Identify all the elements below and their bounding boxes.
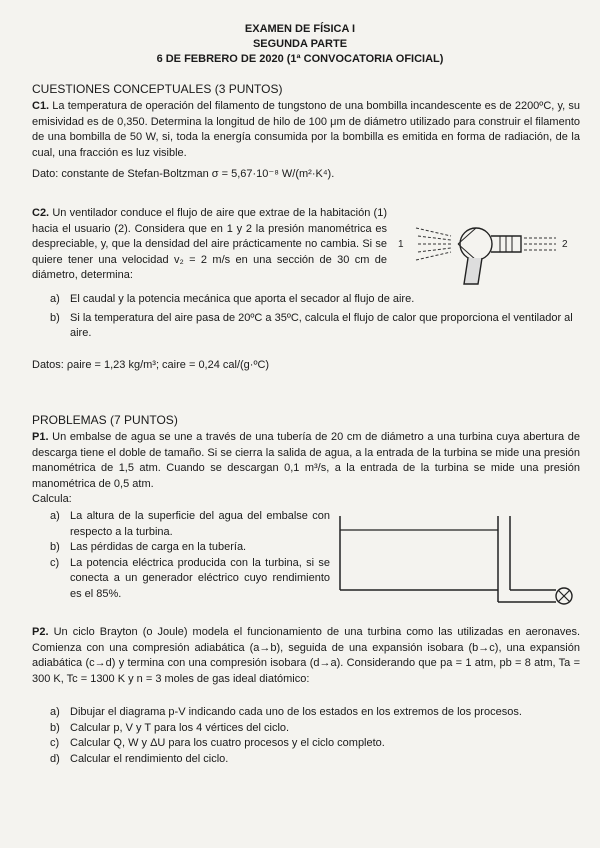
c1-label: C1. [32, 100, 50, 112]
p2-item-b-text: Calcular p, V y T para los 4 vértices del ciclo. [70, 721, 290, 734]
c1-text: La temperatura de operación del filamento de tungstono de una bombilla incandescente es de 2200ºC, y, su emisividad es de 0,350. Determina la longitud de hilo de 100 μm de diámetro utilizado para construir el filamento de una bombilla de 50 W, si, toda la energía consumida por la bombilla es emitida en forma de radiación, de la cual, una fracción es luz visible. [32, 100, 580, 159]
c1-data: Dato: constante de Stefan-Boltzman σ = 5,67·10⁻⁸ W/(m²·K⁴). [32, 168, 335, 180]
fig-label-1: 1 [398, 239, 404, 250]
reservoir-turbine-diagram [338, 510, 578, 610]
p2-item-c [50, 736, 580, 752]
p1-text: Un embalse de agua se une a través de una tubería de 20 cm de diámetro a una turbina cuya abertura de descarga tiene el doble de tamaño. Si se cierra la salida de agua, a la entrada de la turbina se mide una presión manométrica de 1,5 atm. Cuando se descargan 0,1 m³/s, a la entrada de la turbina se mide una presión manométrica de 0,5 atm. [32, 431, 580, 490]
exam-header [0, 22, 600, 67]
p2-item-d-text: Calcular el rendimiento del ciclo. [70, 752, 229, 765]
p2-item-b [50, 721, 580, 737]
p1-item-a [50, 509, 330, 540]
p2-item-d-letter: d) [50, 752, 60, 765]
c2-item-a [50, 292, 580, 308]
exam-part: SEGUNDA PARTE [252, 38, 348, 50]
p2-item-a-text: Dibujar el diagrama p-V indicando cada uno de los estados en los extremos de los procesos. [70, 706, 522, 718]
p1-item-b-letter: b) [50, 541, 60, 553]
p2-text: Un ciclo Brayton (o Joule) modela el funcionamiento de una turbina como las utilizadas en aeronaves. Comienza con una compresión adiabática (a→b), seguida de una expansión isobara (b→c), una expansión adiabática (c→d) y termina con una compresión isobara (d→a). Considerando que pa = 1 atm, pb = 8 atm, Ta = 300 K, Tc = 1300 K y n = 3 moles de gas ideal diatómico: [32, 626, 580, 685]
c2-item-b-letter: b) [50, 311, 60, 324]
exam-title: EXAMEN DE FÍSICA I [244, 23, 356, 35]
problem-p1 [32, 430, 580, 492]
c2-item-b [50, 311, 580, 342]
c2-label: C2. [32, 207, 50, 219]
c2-items [32, 292, 580, 342]
c2-item-b-text: Si la temperatura del aire pasa de 20ºC a 35ºC, calcula el flujo de calor que proporciona el ventilador al aire. [70, 311, 573, 339]
p1-item-b [50, 540, 330, 556]
p1-item-c-text: La potencia eléctrica producida con la turbina, si se conecta a un generador eléctrico cuyo rendimiento es el 85%. [70, 556, 330, 600]
p2-item-c-letter: c) [50, 737, 60, 749]
p2-item-a [50, 705, 580, 721]
p2-item-d [50, 752, 580, 768]
problem-p2 [32, 625, 580, 687]
p1-item-c [50, 556, 330, 603]
p2-items [32, 705, 580, 767]
p2-item-c-text: Calcular Q, W y ΔU para los cuatro procesos y el ciclo completo. [70, 737, 385, 749]
c2-item-a-letter: a) [50, 293, 60, 305]
dryer-diagram [396, 210, 586, 290]
c2-text: Un ventilador conduce el flujo de aire que extrae de la habitación (1) hacia el usuario (2). Considera que en 1 y 2 la presión manométrica es despreciable, y, que la densidad del aire prácticamente no cambia. Si se quiere tener una velocidad v₂ = 2 m/s en una sección de 30 cm de diámetro, determina: [32, 207, 388, 281]
question-c1 [32, 99, 580, 161]
p1-item-a-letter: a) [50, 510, 60, 522]
section-problems-title: PROBLEMAS (7 PUNTOS) [32, 413, 178, 427]
c2-item-a-text: El caudal y la potencia mecánica que aporta el secador al flujo de aire. [70, 293, 415, 305]
p2-item-b-letter: b) [50, 721, 60, 734]
p1-item-b-text: Las pérdidas de carga en la tubería. [70, 541, 247, 553]
question-c2 [32, 206, 387, 284]
p1-calc-label: Calcula: [32, 493, 72, 505]
p2-label: P2. [32, 626, 49, 638]
section-conceptual-title: CUESTIONES CONCEPTUALES (3 PUNTOS) [32, 82, 283, 96]
exam-date: 6 DE FEBRERO DE 2020 (1ª CONVOCATORIA OFICIAL) [156, 53, 444, 65]
p1-item-a-text: La altura de la superficie del agua del embalse con respecto a la turbina. [70, 510, 330, 538]
fig-label-2: 2 [562, 239, 568, 250]
p2-item-a-letter: a) [50, 706, 60, 718]
p1-item-c-letter: c) [50, 556, 60, 569]
p1-items [32, 509, 330, 602]
p1-label: P1. [32, 431, 49, 443]
c2-data: Datos: ρaire = 1,23 kg/m³; caire = 0,24 cal/(g·ºC) [32, 359, 270, 371]
